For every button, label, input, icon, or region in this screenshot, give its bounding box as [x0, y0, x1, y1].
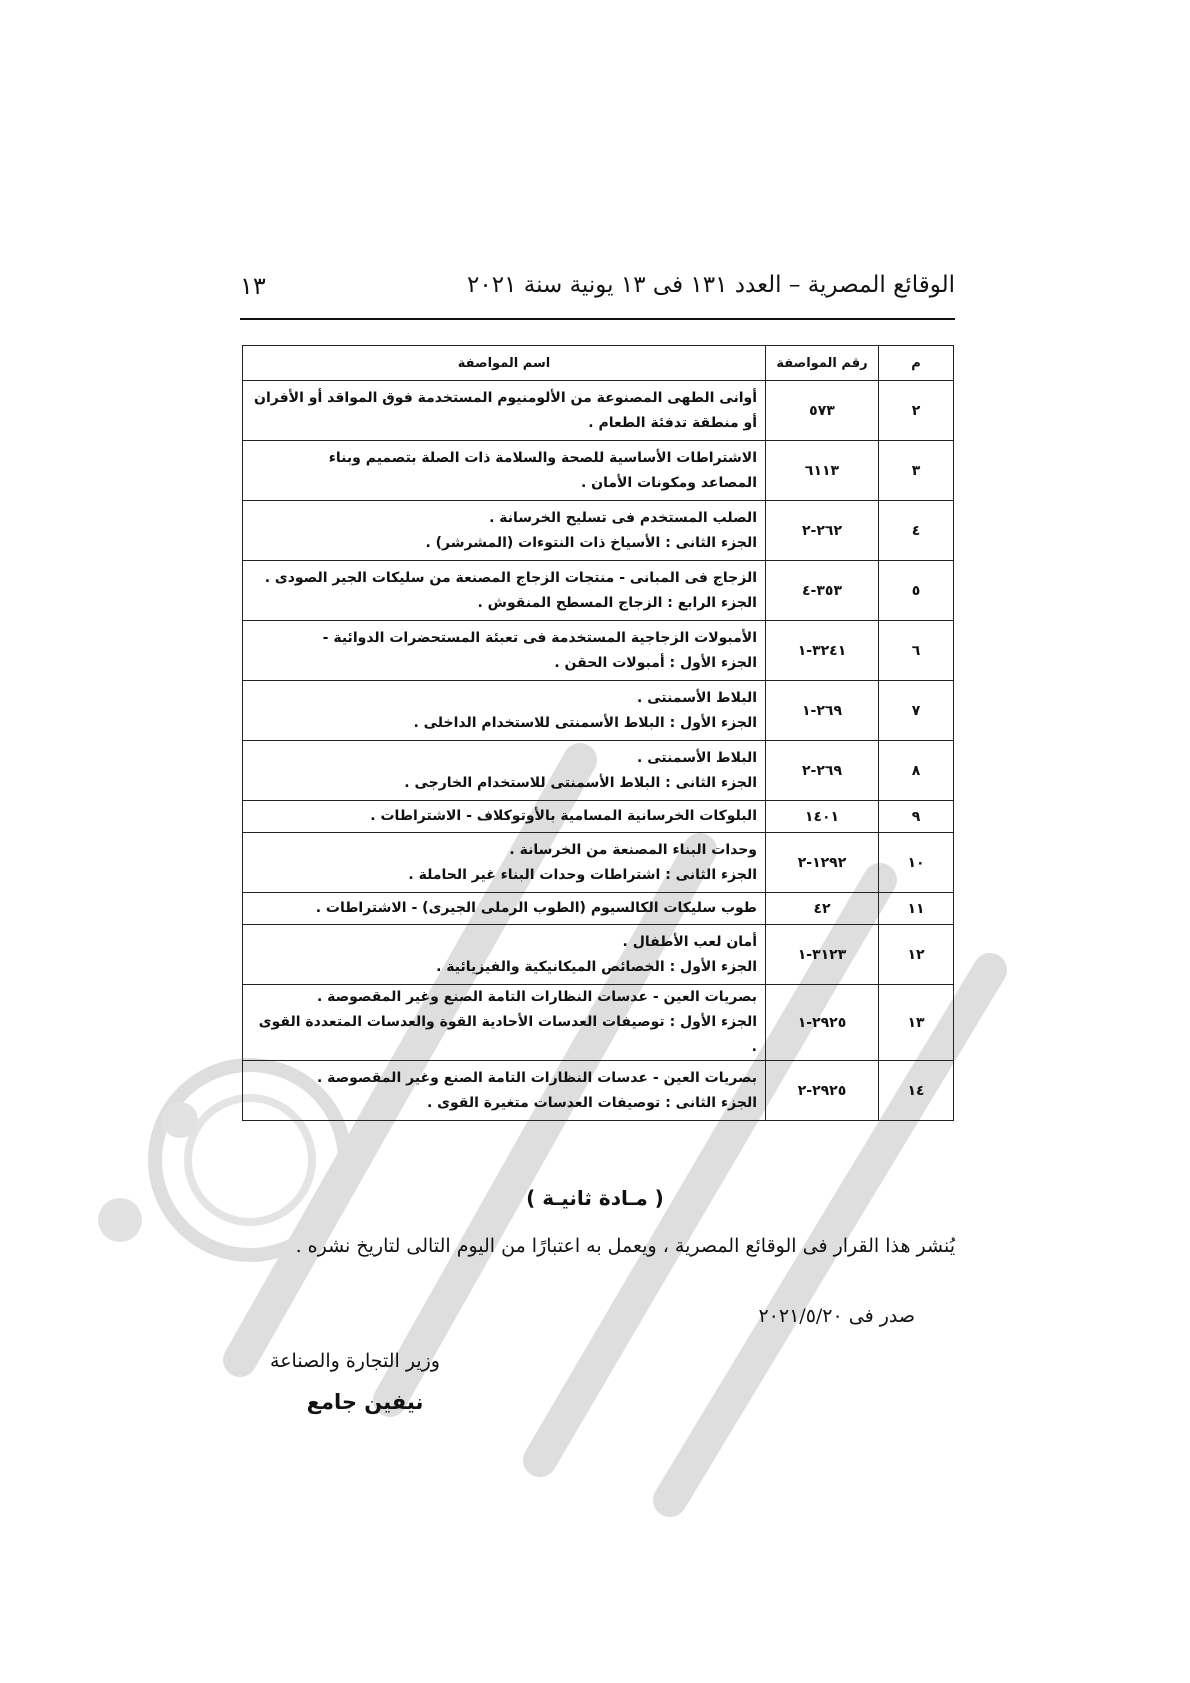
spec-name-line: الجزء الأول : الخصائص الميكانيكية والفيزيائية .	[436, 958, 757, 975]
spec-name-line: البلاط الأسمنتى .	[637, 689, 757, 706]
table-row	[243, 381, 954, 441]
row-number: ٤	[879, 501, 954, 561]
spec-code: ٣١٢٣-١	[766, 925, 879, 985]
spec-name-line: الاشتراطات الأساسية للصحة والسلامة ذات الصلة بتصميم وبناء	[328, 449, 757, 466]
spec-name-line: البلوكات الخرسانية المسامية بالأوتوكلاف - الاشتراطات .	[370, 808, 757, 824]
row-number: ١٤	[879, 1061, 954, 1121]
spec-name-line: المصاعد ومكونات الأمان .	[580, 474, 757, 491]
row-number: ٢	[879, 381, 954, 441]
spec-name-line: الجزء الأول : البلاط الأسمنتى للاستخدام الداخلى .	[413, 714, 757, 731]
spec-name	[243, 833, 766, 893]
table-row	[243, 985, 954, 1061]
spec-name	[243, 985, 766, 1061]
table-row	[243, 681, 954, 741]
spec-code: ٢٩٢٥-٢	[766, 1061, 879, 1121]
spec-name	[243, 381, 766, 441]
row-number: ٥	[879, 561, 954, 621]
spec-name	[243, 741, 766, 801]
table-row	[243, 501, 954, 561]
spec-name-line: بصريات العين - عدسات النظارات التامة الصنع وغير المقصوصة .	[316, 989, 757, 1005]
spec-code: ٦١١٣	[766, 441, 879, 501]
spec-code: ١٢٩٢-٢	[766, 833, 879, 893]
table-row	[243, 741, 954, 801]
spec-code: ١٤٠١	[766, 801, 879, 833]
spec-name-line: الجزء الأول : أمبولات الحقن .	[554, 654, 757, 671]
row-number: ١١	[879, 893, 954, 925]
spec-code: ٢٩٢٥-١	[766, 985, 879, 1061]
spec-name-line: وحدات البناء المصنعة من الخرسانة .	[509, 841, 757, 858]
table-header-row	[243, 346, 954, 381]
spec-name	[243, 925, 766, 985]
spec-code: ٢٦٢-٢	[766, 501, 879, 561]
article-title: ( مـادة ثانيـة )	[526, 1186, 664, 1210]
row-number: ٣	[879, 441, 954, 501]
spec-code: ٥٧٣	[766, 381, 879, 441]
spec-code: ٤٢	[766, 893, 879, 925]
spec-name-line: أو منطقة تدفئة الطعام .	[588, 414, 757, 431]
minister-signature: نيفين جامع	[306, 1390, 424, 1414]
spec-code: ٣٥٣-٤	[766, 561, 879, 621]
table-row	[243, 561, 954, 621]
spec-name-line: الأمبولات الزجاجية المستخدمة فى تعبئة المستحضرات الدوائية -	[322, 629, 757, 646]
journal-title: الوقائع المصرية – العدد ١٣١ فى ١٣ يونية سنة ٢٠٢١	[467, 272, 955, 298]
spec-name-line: الجزء الثانى : توصيفات العدسات متغيرة القوى .	[426, 1094, 757, 1111]
row-number: ٩	[879, 801, 954, 833]
spec-name	[243, 501, 766, 561]
table-body	[243, 381, 954, 1121]
spec-name	[243, 561, 766, 621]
row-number: ٨	[879, 741, 954, 801]
specifications-table	[242, 345, 954, 1121]
page-number: ١٣	[240, 272, 266, 300]
table-row	[243, 1061, 954, 1121]
spec-name	[243, 681, 766, 741]
spec-name-line: الجزء الثانى : الأسياخ ذات النتوءات (المشرشر) .	[425, 534, 757, 551]
spec-name	[243, 441, 766, 501]
spec-name	[243, 801, 766, 833]
row-number: ١٣	[879, 985, 954, 1061]
spec-name-line: الجزء الثانى : البلاط الأسمنتى للاستخدام الخارجى .	[404, 774, 757, 791]
issue-date: صدر فى ٢٠٢١/٥/٢٠	[758, 1305, 915, 1327]
table-row	[243, 621, 954, 681]
spec-name-line: أوانى الطهى المصنوعة من الألومنيوم المستخدمة فوق المواقد أو الأفران	[254, 389, 757, 406]
spec-name-line: الزجاج فى المبانى - منتجات الزجاج المصنعة من سليكات الجير الصودى .	[264, 569, 757, 586]
table-row	[243, 893, 954, 925]
spec-name-line: الصلب المستخدم فى تسليح الخرسانة .	[489, 509, 757, 526]
spec-code: ٣٢٤١-١	[766, 621, 879, 681]
table-row	[243, 441, 954, 501]
header-num: م	[879, 346, 954, 381]
row-number: ٦	[879, 621, 954, 681]
spec-name-line: طوب سليكات الكالسيوم (الطوب الرملى الجيرى) - الاشتراطات .	[315, 900, 757, 916]
spec-name	[243, 621, 766, 681]
spec-name-line: أمان لعب الأطفال .	[622, 933, 757, 950]
spec-name-line: الجزء الأول : توصيفات العدسات الأحادية القوة والعدسات المتعددة القوى .	[258, 1014, 757, 1055]
spec-name	[243, 893, 766, 925]
spec-code: ٢٦٩-١	[766, 681, 879, 741]
spec-name-line: البلاط الأسمنتى .	[637, 749, 757, 766]
header-code: رقم المواصفة	[766, 346, 879, 381]
spec-name-line: الجزء الرابع : الزجاج المسطح المنقوش .	[477, 594, 757, 611]
spec-name-line: الجزء الثانى : اشتراطات وحدات البناء غير الحاملة .	[408, 866, 757, 883]
table-row	[243, 925, 954, 985]
table-row	[243, 801, 954, 833]
spec-name-line: بصريات العين - عدسات النظارات التامة الصنع وغير المقصوصة .	[316, 1069, 757, 1086]
spec-name	[243, 1061, 766, 1121]
table-row	[243, 833, 954, 893]
row-number: ٧	[879, 681, 954, 741]
header-name: اسم المواصفة	[243, 346, 766, 381]
spec-code: ٢٦٩-٢	[766, 741, 879, 801]
row-number: ١٢	[879, 925, 954, 985]
minister-title: وزير التجارة والصناعة	[270, 1350, 440, 1372]
row-number: ١٠	[879, 833, 954, 893]
page-header	[240, 272, 955, 320]
article-body: يُنشر هذا القرار فى الوقائع المصرية ، ويعمل به اعتبارًا من اليوم التالى لتاريخ نشره .	[295, 1235, 955, 1257]
